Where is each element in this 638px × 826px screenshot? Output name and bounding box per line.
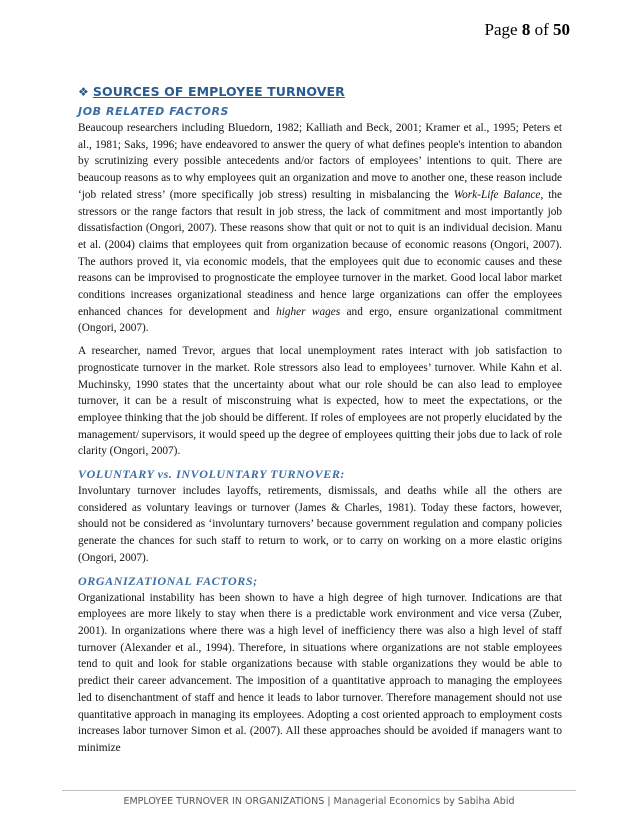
- job-related-heading: JOB RELATED FACTORS: [78, 105, 230, 118]
- work-life-balance-emphasis: Work-Life Balance,: [453, 188, 544, 201]
- job-p1-part-b: the stressors or the range factors that result in job stress, the lack of commitment and most importantly job dissatisfaction (Ongori, 2007). These reasons show that quit or not to quit is an individual decision. Manu et al. (2004) claims that employees quit from organization because of economic reasons (Ongori, 2007). The authors proved it, via economic models, that the employees quit due to economic causes and these reasons can be improvised to prognosticate the employee turnover in the market. Good local labor market conditions increases organizational steadiness and hence large organizations can offer the employees enhanced chances for development and: [78, 188, 562, 318]
- page-mid: of: [530, 20, 553, 39]
- organizational-paragraph: Organizational instability has been shown to have a high degree of high turnover. Indications are that employees are more likely to stay when there is a predictable work environment and vice versa (Zuber, 2001). In organizations where there was a high level of inefficiency there was also a high level of staff turnover (Alexander et al., 1994). Therefore, in situations where organizations are not stable employees tend to quit and look for stable organizations because with stable organizations they would be able to predict their career advancement. The imposition of a quantitative approach to managing the employees led to disenchantment of staff and hence it leads to labor turnover. Therefore management should not use quantitative approach in managing its employees. Adopting a cost oriented approach to employment costs increases labor turnover Simon et al. (2007). All these approaches should be avoided if managers want to minimize: [78, 591, 562, 754]
- job-p1-part-c: and ergo, ensure organizational commitment (Ongori, 2007).: [78, 305, 562, 335]
- page-content: [78, 82, 562, 757]
- organizational-heading: ORGANIZATIONAL FACTORS;: [78, 573, 258, 588]
- voluntary-heading: VOLUNTARY vs. INVOLUNTARY TURNOVER:: [78, 467, 346, 482]
- section-title-text: SOURCES OF EMPLOYEE TURNOVER: [92, 84, 345, 99]
- job-p1-part-a: Beaucoup researchers including Bluedorn, 1982; Kalliath and Beck, 2001; Kramer et al., 1995; Peters et al., 1981; Saks, 1996; have endeavored to answer the query of what defines people's intention to abandon by scrutinizing every possible antecedents and/or factors of employees’ intentions to quit. There are beaucoup reasons as to why employees quit an organization and move to another one, these reason include ‘job related stress’ (more specifically job stress) resulting in misbalancing the: [78, 122, 562, 201]
- diamond-bullet-icon: ❖: [78, 85, 89, 99]
- job-paragraph-2: A researcher, named Trevor, argues that local unemployment rates interact with job satisfaction to prognosticate turnover in the market. Role stressors also lead to employees’ turnover. While Kahn et al. Muchinsky, 1990 states that the uncertainty about what our role should be can also lead to employee turnover, it can be a result of misconstruing what is expected, how to meet the expectations, or the employee thinking that the job should be different. If roles of employees are not properly elucidated by the management/ supervisors, it would speed up the degree of employees quitting their jobs due to lack of role clarity (Ongori, 2007).: [78, 345, 562, 458]
- page-current: 8: [521, 20, 531, 39]
- job-paragraph-1: [78, 120, 562, 337]
- higher-wages-emphasis: higher wages: [276, 305, 341, 318]
- page-footer: EMPLOYEE TURNOVER IN ORGANIZATIONS | Managerial Economics by Sabiha Abid: [123, 796, 515, 807]
- footer-divider: [62, 790, 576, 791]
- page-prefix: Page: [484, 20, 522, 39]
- page-total: 50: [553, 20, 570, 39]
- section-title: [78, 82, 562, 102]
- page-number: [485, 20, 570, 40]
- voluntary-paragraph: Involuntary turnover includes layoffs, retirements, dismissals, and deaths while all the others are considered as voluntary leavings or turnover (James & Charles, 1981). Today these factors, however, should not be considered as ‘involuntary turnovers’ because government regulation and company policies generate the chances for such staff to return to work, or to carry on working on a more elastic origins (Ongori, 2007).: [78, 485, 562, 564]
